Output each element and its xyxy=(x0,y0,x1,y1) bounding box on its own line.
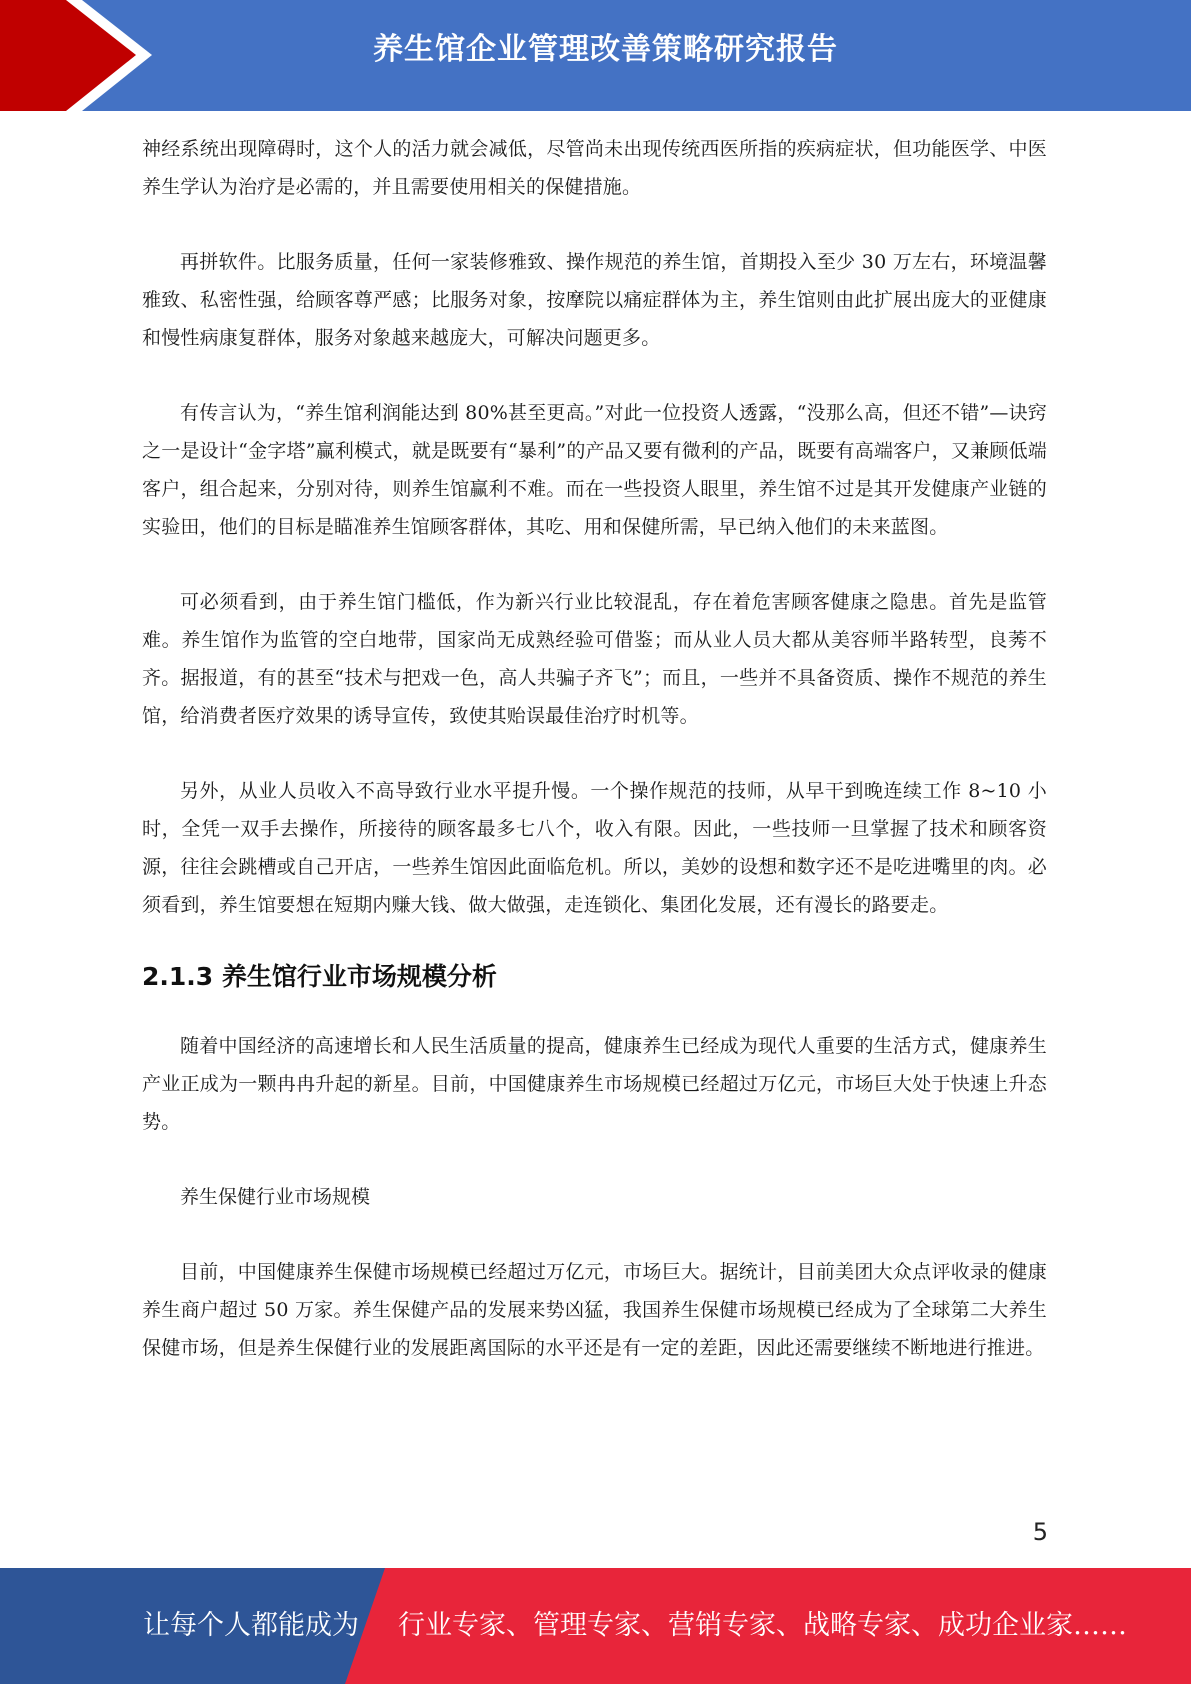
subheading: 养生保健行业市场规模 xyxy=(180,1186,371,1208)
page-content xyxy=(142,130,1047,1404)
paragraph: 神经系统出现障碍时，这个人的活力就会减低，尽管尚未出现传统西医所指的疾病症状，但功能医学、中医养生学认为治疗是必需的，并且需要使用相关的保健措施。 xyxy=(142,138,1047,198)
page-header xyxy=(0,0,1191,111)
paragraph: 可必须看到，由于养生馆门槛低，作为新兴行业比较混乱，存在着危害顾客健康之隐患。首先是监管难。养生馆作为监管的空白地带，国家尚无成熟经验可借鉴；而从业人员大都从美容师半路转型，良莠不齐。据报道，有的甚至“技术与把戏一色，高人共骗子齐飞”；而且，一些并不具备资质、操作不规范的养生馆，给消费者医疗效果的诱导宣传，致使其贻误最佳治疗时机等。 xyxy=(142,591,1047,727)
section-heading: 2.1.3 养生馆行业市场规模分析 xyxy=(142,962,497,991)
page-number: 5 xyxy=(1032,1518,1048,1546)
header-arrow-icon xyxy=(0,0,160,111)
report-title: 养生馆企业管理改善策略研究报告 xyxy=(373,32,838,67)
footer-slogan-left: 让每个人都能成为 xyxy=(143,1610,359,1641)
page-footer xyxy=(0,1568,1191,1684)
paragraph: 随着中国经济的高速增长和人民生活质量的提高，健康养生已经成为现代人重要的生活方式，健康养生产业正成为一颗冉冉升起的新星。目前，中国健康养生市场规模已经超过万亿元，市场巨大处于快速上升态势。 xyxy=(142,1035,1047,1133)
paragraph: 另外，从业人员收入不高导致行业水平提升慢。一个操作规范的技师，从早干到晚连续工作 8~10 小时，全凭一双手去操作，所接待的顾客最多七八个，收入有限。因此，一些技师一旦掌握了技术和顾客资源，往往会跳槽或自己开店，一些养生馆因此面临危机。所以，美妙的设想和数字还不是吃进嘴里的肉。必须看到，养生馆要想在短期内赚大钱、做大做强，走连锁化、集团化发展，还有漫长的路要走。 xyxy=(142,780,1047,916)
footer-slogan-right: 行业专家、管理专家、营销专家、战略专家、成功企业家…… xyxy=(398,1610,1127,1641)
paragraph: 有传言认为，“养生馆利润能达到 80%甚至更高。”对此一位投资人透露，“没那么高，但还不错”—诀窍之一是设计“金字塔”赢利模式，就是既要有“暴利”的产品又要有微利的产品，既要有高端客户，又兼顾低端客户，组合起来，分别对待，则养生馆赢利不难。而在一些投资人眼里，养生馆不过是其开发健康产业链的实验田，他们的目标是瞄准养生馆顾客群体，其吃、用和保健所需，早已纳入他们的未来蓝图。 xyxy=(142,402,1047,538)
paragraph: 再拼软件。比服务质量，任何一家装修雅致、操作规范的养生馆，首期投入至少 30 万左右，环境温馨雅致、私密性强，给顾客尊严感；比服务对象，按摩院以痛症群体为主，养生馆则由此扩展出庞大的亚健康和慢性病康复群体，服务对象越来越庞大，可解决问题更多。 xyxy=(142,251,1047,349)
paragraph: 目前，中国健康养生保健市场规模已经超过万亿元，市场巨大。据统计，目前美团大众点评收录的健康养生商户超过 50 万家。养生保健产品的发展来势凶猛，我国养生保健市场规模已经成为了全球第二大养生保健市场，但是养生保健行业的发展距离国际的水平还是有一定的差距，因此还需要继续不断地进行推进。 xyxy=(142,1261,1047,1359)
